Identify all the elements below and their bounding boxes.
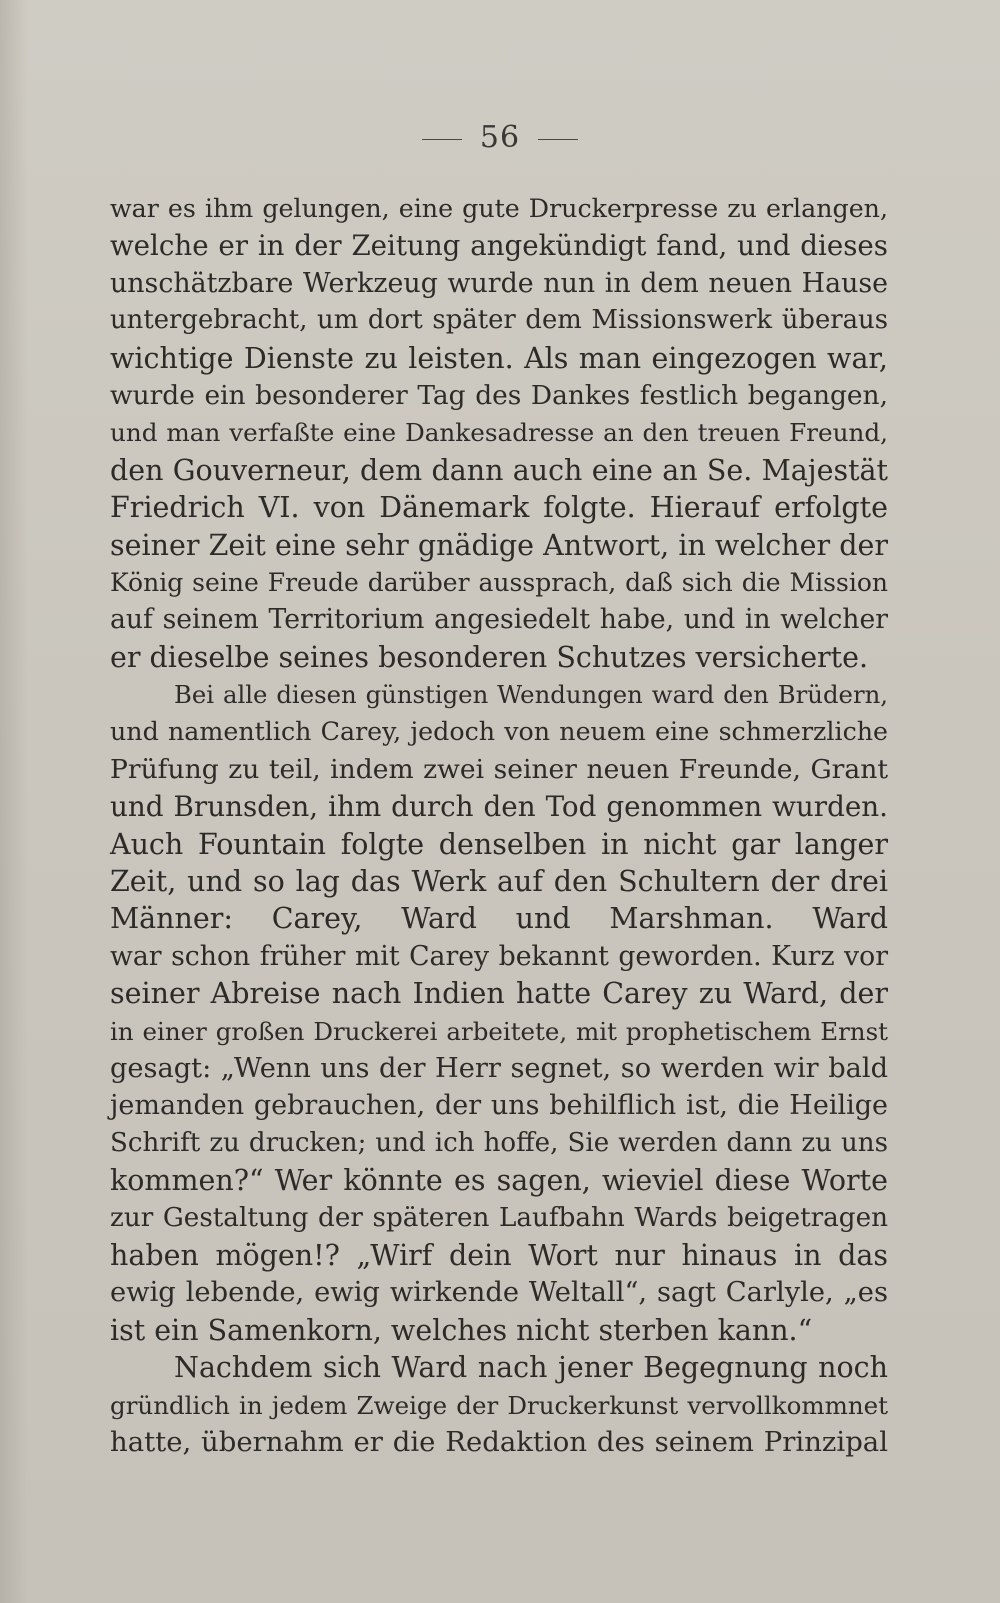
text-line: und namentlich Carey, jedoch von neuem eine schmerzliche bbox=[110, 717, 888, 747]
text-line: wichtige Dienste zu leisten. Als man eingezogen war, bbox=[110, 341, 888, 375]
text-line: den Gouverneur, dem dann auch eine an Se. Majestät bbox=[110, 453, 888, 487]
text-line: Nachdem sich Ward nach jener Begegnung noch bbox=[174, 1351, 888, 1385]
body-text bbox=[110, 190, 888, 1461]
text-line: unschätzbare Werkzeug wurde nun in dem neuen Hause bbox=[110, 267, 888, 299]
text-line: war schon früher mit Carey bekannt geworden. Kurz vor bbox=[110, 940, 888, 972]
text-line: ist ein Samenkorn, welches nicht sterben kann.“ bbox=[110, 1313, 813, 1347]
text-line: gründlich in jedem Zweige der Druckerkunst vervollkommnet bbox=[110, 1390, 888, 1420]
text-line: Schrift zu drucken; und ich hoffe, Sie werden dann zu uns bbox=[110, 1127, 888, 1158]
text-line: zur Gestaltung der späteren Laufbahn Wards beigetragen bbox=[110, 1202, 888, 1233]
text-line: ewig lebende, ewig wirkende Weltall“, sagt Carlyle, „es bbox=[110, 1277, 888, 1309]
text-line: haben mögen!? „Wirf dein Wort nur hinaus in das bbox=[110, 1238, 888, 1272]
page-number: 56 bbox=[479, 120, 521, 155]
text-line: gesagt: „Wenn uns der Herr segnet, so werden wir bald bbox=[110, 1052, 888, 1084]
text-line: Friedrich VI. von Dänemark folgte. Hierauf erfolgte bbox=[110, 491, 888, 525]
text-line: Bei alle diesen günstigen Wendungen ward den Brüdern, bbox=[174, 680, 888, 710]
text-line: auf seinem Territorium angesiedelt habe, und in welcher bbox=[110, 604, 888, 636]
text-line: wurde ein besonderer Tag des Dankes festlich begangen, bbox=[110, 379, 888, 411]
text-line: Zeit, und so lag das Werk auf den Schultern der drei bbox=[110, 865, 888, 899]
text-line: war es ihm gelungen, eine gute Druckerpresse zu erlangen, bbox=[110, 194, 888, 223]
text-line: seiner Zeit eine sehr gnädige Antwort, in welcher der bbox=[110, 528, 888, 562]
text-line: in einer großen Druckerei arbeitete, mit prophetischem Ernst bbox=[110, 1016, 888, 1046]
right-dash bbox=[538, 139, 578, 140]
text-line: Männer: Carey, Ward und Marshman. Ward bbox=[110, 902, 888, 936]
text-line: hatte, übernahm er die Redaktion des seinem Prinzipal bbox=[110, 1425, 888, 1458]
text-line: Prüfung zu teil, indem zwei seiner neuen Freunde, Grant bbox=[110, 753, 888, 785]
text-line: seiner Abreise nach Indien hatte Carey zu Ward, der bbox=[110, 977, 888, 1011]
text-line: kommen?“ Wer könnte es sagen, wieviel diese Worte bbox=[110, 1164, 888, 1198]
text-line: welche er in der Zeitung angekündigt fand, und dieses bbox=[110, 229, 888, 263]
text-line: jemanden gebrauchen, der uns behilflich ist, die Heilige bbox=[110, 1090, 888, 1122]
page-number-header bbox=[0, 120, 1000, 155]
left-dash bbox=[422, 139, 462, 140]
text-line: Auch Fountain folgte denselben in nicht gar langer bbox=[110, 827, 888, 861]
text-line: untergebracht, um dort später dem Missionswerk überaus bbox=[110, 305, 888, 336]
text-line: König seine Freude darüber aussprach, daß sich die Mission bbox=[110, 567, 888, 597]
text-line: er dieselbe seines besonderen Schutzes versicherte. bbox=[110, 640, 869, 674]
text-line: und man verfaßte eine Dankesadresse an den treuen Freund, bbox=[110, 418, 888, 448]
text-line: und Brunsden, ihm durch den Tod genommen wurden. bbox=[110, 790, 888, 824]
